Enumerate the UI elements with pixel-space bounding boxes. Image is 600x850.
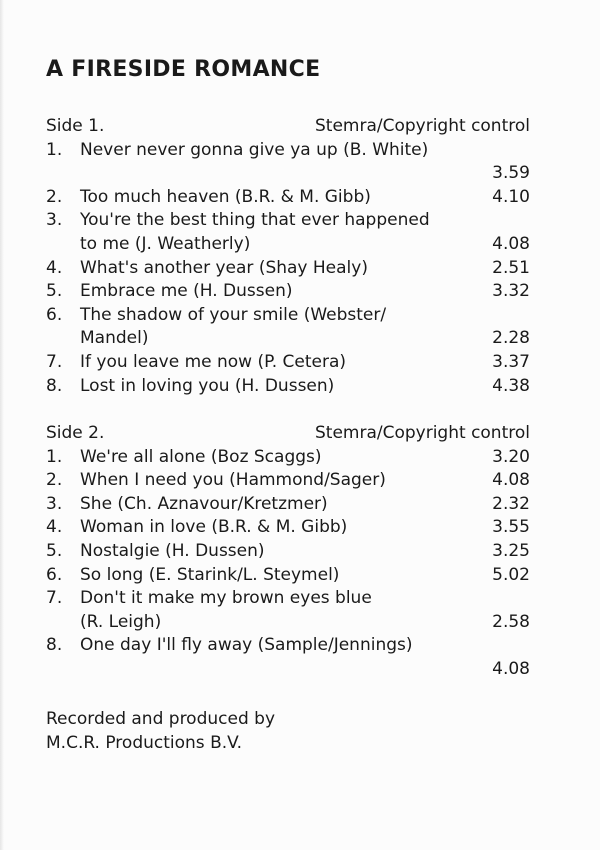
side-1-section: [46, 115, 530, 398]
track-title: When I need you (Hammond/Sager): [80, 470, 386, 491]
track-line: [80, 587, 530, 611]
track-line: [80, 304, 530, 328]
track-number: 3.: [46, 493, 63, 514]
track-item: [46, 257, 530, 281]
publisher-label: Stemra/Copyright control: [314, 423, 530, 443]
track-number: 7.: [46, 351, 63, 372]
track-item: [46, 446, 530, 470]
side-header: [46, 422, 530, 446]
track-number: 4.: [46, 257, 63, 278]
track-lines: [80, 493, 530, 517]
track-number: 2.: [46, 186, 63, 207]
track-item: [46, 375, 530, 399]
track-line: [80, 611, 530, 635]
track-duration: 3.20: [492, 446, 530, 467]
track-lines: [80, 469, 530, 493]
track-number: 6.: [46, 304, 63, 325]
track-title: Mandel): [80, 328, 149, 349]
track-title: What's another year (Shay Healy): [80, 257, 368, 278]
track-number: 1.: [46, 139, 63, 160]
track-line: [80, 446, 530, 470]
track-title: If you leave me now (P. Cetera): [80, 351, 347, 372]
track-duration: 5.02: [492, 564, 530, 585]
track-line: [80, 209, 530, 233]
track-title: Nostalgie (H. Dussen): [80, 540, 265, 561]
publisher-label: Stemra/Copyright control: [314, 116, 530, 136]
track-number: 4.: [46, 517, 63, 538]
track-title: The shadow of your smile (Webster/: [80, 304, 387, 325]
track-item: [46, 634, 530, 681]
track-line: [80, 257, 530, 281]
track-item: [46, 186, 530, 210]
track-line: [80, 493, 530, 517]
track-lines: [80, 446, 530, 470]
track-duration: 3.25: [492, 540, 530, 561]
track-duration: 4.38: [492, 375, 530, 396]
track-line: [80, 375, 530, 399]
track-number: 7.: [46, 588, 63, 609]
track-item: [46, 540, 530, 564]
track-duration: 3.37: [492, 351, 530, 372]
credit-line: Recorded and produced by: [46, 709, 276, 729]
track-line: [80, 516, 530, 540]
track-line: [80, 327, 530, 351]
track-line: [80, 634, 530, 658]
track-lines: [80, 587, 530, 634]
side-2-section: [46, 422, 530, 682]
track-number: 5.: [46, 281, 63, 302]
track-duration: 4.08: [492, 658, 530, 679]
track-number: 1.: [46, 446, 63, 467]
credit-line: M.C.R. Productions B.V.: [46, 732, 242, 753]
track-duration: 3.32: [492, 281, 530, 302]
track-number: 6.: [46, 564, 63, 585]
track-lines: [80, 257, 530, 281]
track-item: [46, 139, 530, 186]
tracklist: [46, 446, 530, 682]
track-title: She (Ch. Aznavour/Kretzmer): [80, 493, 328, 514]
track-item: [46, 469, 530, 493]
track-lines: [80, 280, 530, 304]
track-item: [46, 280, 530, 304]
track-duration: 4.08: [492, 470, 530, 491]
track-line: [80, 351, 530, 375]
track-duration: 2.51: [492, 257, 530, 278]
track-duration: 3.59: [492, 163, 530, 184]
track-title: (R. Leigh): [80, 611, 162, 632]
track-duration: 2.58: [492, 611, 530, 632]
track-title: You're the best thing that ever happened: [80, 210, 430, 231]
track-item: [46, 493, 530, 517]
track-lines: [80, 304, 530, 351]
track-title: Don't it make my brown eyes blue: [80, 588, 372, 609]
track-number: 3.: [46, 210, 63, 231]
track-title: Woman in love (B.R. & M. Gibb): [80, 517, 348, 538]
track-title: So long (E. Starink/L. Steymel): [80, 564, 340, 585]
track-line: [80, 233, 530, 257]
track-title: Embrace me (H. Dussen): [80, 281, 293, 302]
track-line: [80, 658, 530, 682]
track-lines: [80, 186, 530, 210]
side-header: [46, 115, 530, 139]
track-title: Never never gonna give ya up (B. White): [80, 139, 429, 160]
track-line: [80, 564, 530, 588]
track-line: [80, 280, 530, 304]
track-item: [46, 209, 530, 256]
production-credit: [46, 708, 275, 755]
track-item: [46, 587, 530, 634]
track-line: [80, 540, 530, 564]
track-title: Too much heaven (B.R. & M. Gibb): [80, 186, 371, 207]
track-item: [46, 304, 530, 351]
track-lines: [80, 516, 530, 540]
track-lines: [80, 634, 530, 681]
track-duration: 4.08: [492, 233, 530, 254]
track-lines: [80, 375, 530, 399]
track-title: One day I'll fly away (Sample/Jennings): [80, 635, 413, 656]
track-item: [46, 564, 530, 588]
track-duration: 2.32: [492, 493, 530, 514]
track-lines: [80, 540, 530, 564]
track-number: 8.: [46, 375, 63, 396]
track-item: [46, 516, 530, 540]
track-duration: 2.28: [492, 328, 530, 349]
track-line: [80, 139, 530, 163]
track-title: Lost in loving you (H. Dussen): [80, 375, 335, 396]
side-label: Side 1.: [46, 116, 105, 136]
track-lines: [80, 139, 530, 186]
track-line: [80, 186, 530, 210]
track-number: 5.: [46, 540, 63, 561]
track-number: 8.: [46, 635, 63, 656]
track-title: We're all alone (Boz Scaggs): [80, 446, 322, 467]
track-duration: 3.55: [492, 517, 530, 538]
tracklist: [46, 139, 530, 399]
album-title: A FIRESIDE ROMANCE: [46, 57, 321, 82]
track-lines: [80, 209, 530, 256]
track-lines: [80, 351, 530, 375]
track-duration: 4.10: [492, 186, 530, 207]
track-number: 2.: [46, 470, 63, 491]
side-label: Side 2.: [46, 423, 105, 443]
track-line: [80, 162, 530, 186]
track-title: to me (J. Weatherly): [80, 233, 251, 254]
track-lines: [80, 564, 530, 588]
track-item: [46, 351, 530, 375]
track-line: [80, 469, 530, 493]
